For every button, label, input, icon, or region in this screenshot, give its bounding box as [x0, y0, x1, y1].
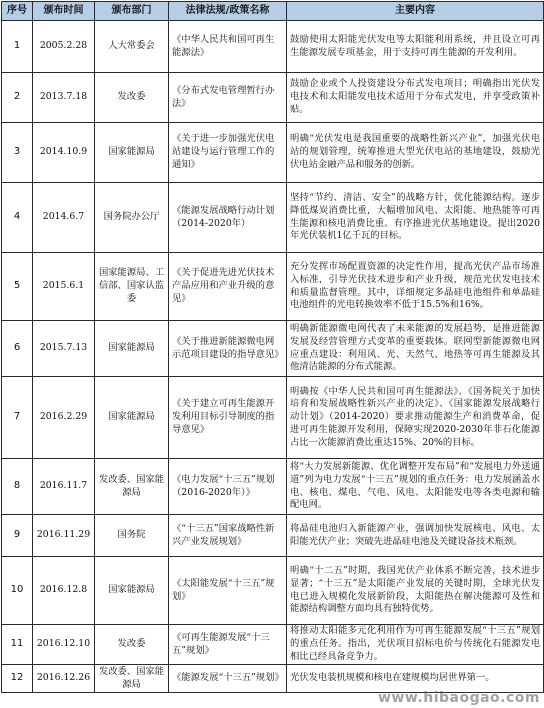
cell-dept: 国家能源局 [95, 557, 169, 625]
header-dept: 颁布部门 [95, 2, 169, 21]
cell-content: 鼓励企业或个人投资建设分布式发电项目；明确指出光伏发电技术和太阳能发电技术适用于分布式发电，并享受政策补贴。 [287, 73, 544, 123]
cell-name: 《中华人民共和国可再生能源法》 [169, 21, 287, 73]
cell-name: 《关于促进先进光伏技术产品应用和产业升级的意见》 [169, 253, 287, 321]
cell-no: 3 [2, 123, 33, 183]
header-no: 序号 [2, 2, 33, 21]
cell-content: 将“大力发展新能源、优化调整开发布局”和“发展电力外送通道”列为电力发展“十三五”规划的重点任务：电力发展涵盖水电、核电、煤电、气电、风电、太阳能发电等各类电源和输配电网。 [287, 459, 544, 515]
cell-content: 明确“十二五”时期，我国光伏产业体系不断完善，技术进步显著；“十三五”是太阳能产业发展的关键时期，全球光伏发电已进入规模化发展新阶段，太阳能热在解决能源可及性和能源结构调整方面均具有独特优势。 [287, 557, 544, 625]
table-row [2, 183, 544, 253]
cell-date: 2016.11.7 [33, 459, 95, 515]
table-row [2, 321, 544, 377]
table-body [2, 21, 544, 693]
cell-dept: 国家能源局 [95, 123, 169, 183]
cell-name: 《可再生能源发展“十三五”规划》 [169, 625, 287, 665]
cell-dept: 发改委 [95, 625, 169, 665]
cell-no: 6 [2, 321, 33, 377]
cell-date: 2015.6.1 [33, 253, 95, 321]
cell-no: 12 [2, 665, 33, 693]
cell-content: 坚持“节约、清洁、安全”的战略方针，优化能源结构。逐步降低煤炭消费比重，大幅增加风电、太阳能、地热能等可再生能源和核电消费比重。有序推进光伏基地建设。提出2020年光伏装机1亿千瓦的目标。 [287, 183, 544, 253]
table-row [2, 21, 544, 73]
cell-no: 1 [2, 21, 33, 73]
cell-dept: 国家能源局 [95, 377, 169, 459]
cell-date: 2014.10.9 [33, 123, 95, 183]
cell-date: 2016.2.29 [33, 377, 95, 459]
cell-dept: 发改委、国家能源局 [95, 665, 169, 693]
cell-name: 《能源发展战略行动计划（2014-2020年） [169, 183, 287, 253]
cell-dept: 发改委、国家能源局 [95, 459, 169, 515]
cell-content: 光伏发电装机规模和核电在建规模均居世界第一。 [287, 665, 544, 693]
cell-content: 将晶硅电池归入新能源产业，强调加快发展核电、风电、太阳能光伏产业；突破先进晶硅电池及关键设备技术瓶颈。 [287, 515, 544, 557]
policy-table [1, 1, 544, 693]
cell-date: 2015.7.13 [33, 321, 95, 377]
cell-name: 《关于建立可再生能源开发利用目标引导制度的指导意见》 [169, 377, 287, 459]
cell-no: 2 [2, 73, 33, 123]
cell-date: 2013.7.18 [33, 73, 95, 123]
table-row [2, 515, 544, 557]
cell-date: 2016.12.26 [33, 665, 95, 693]
cell-no: 10 [2, 557, 33, 625]
cell-dept: 人大常委会 [95, 21, 169, 73]
cell-name: 《分布式发电管理暂行办法》 [169, 73, 287, 123]
cell-date: 2016.12.8 [33, 557, 95, 625]
cell-name: 《“十三五”国家战略性新兴产业发展规划》 [169, 515, 287, 557]
cell-no: 7 [2, 377, 33, 459]
cell-date: 2005.2.28 [33, 21, 95, 73]
table-row [2, 73, 544, 123]
cell-dept: 国家能源局 [95, 321, 169, 377]
cell-name: 《能源发展“十三五”规划》 [169, 665, 287, 693]
cell-no: 8 [2, 459, 33, 515]
table-row [2, 377, 544, 459]
cell-dept: 发改委 [95, 73, 169, 123]
site-watermark: www.hibaogao.com [378, 690, 540, 706]
cell-no: 4 [2, 183, 33, 253]
cell-dept: 国家能源局、工信部、国家认监委 [95, 253, 169, 321]
table-row [2, 557, 544, 625]
cell-name: 《太阳能发展“十三五”规划》 [169, 557, 287, 625]
cell-no: 11 [2, 625, 33, 665]
cell-name: 《电力发展“十三五”规划（2016-2020年）》 [169, 459, 287, 515]
header-date: 颁布时间 [33, 2, 95, 21]
cell-content: 将推动太阳能多元化利用作为可再生能源发展“十三五”规划的重点任务。指出，光伏项目招标电价与传统化石能源发电相比已经具备竞争力。 [287, 625, 544, 665]
table-row [2, 253, 544, 321]
table-header [2, 2, 544, 21]
header-content: 主要内容 [287, 2, 544, 21]
cell-date: 2016.12.10 [33, 625, 95, 665]
table-row [2, 625, 544, 665]
cell-date: 2014.6.7 [33, 183, 95, 253]
cell-date: 2016.11.29 [33, 515, 95, 557]
cell-dept: 国务院办公厅 [95, 183, 169, 253]
cell-content: 充分发挥市场配置资源的决定性作用，提高光伏产品市场准入标准，引导光伏技术进步和产业升级，规范光伏发电技术和质量监督管理。其中，详细规定多晶硅电池组件和单晶硅电池组件的光电转换效率不低于15.5%和16%。 [287, 253, 544, 321]
header-name: 法律法规/政策名称 [169, 2, 287, 21]
cell-content: 明确按《中华人民共和国可再生能源法》、《国务院关于加快培育和发展战略性新兴产业的决定》、《国家能源发展战略行动计划》（2014-2020）要求推动能源生产和消费革命，促进可再生能源开发利用，保障实现2020-2030年非石化能源占比一次能源消费比重达15%、20%的目标。 [287, 377, 544, 459]
table-row [2, 665, 544, 693]
cell-dept: 国务院 [95, 515, 169, 557]
cell-name: 《关于进一步加强光伏电站建设与运行管理工作的通知》 [169, 123, 287, 183]
table-row [2, 123, 544, 183]
cell-no: 5 [2, 253, 33, 321]
cell-content: 明确“光伏发电是我国重要的战略性新兴产业”，加强光伏电站的规划管理，统筹推进大型光伏电站的基地建设，鼓励光伏电站金融产品和服务的创新。 [287, 123, 544, 183]
cell-content: 明确新能源微电网代表了未来能源的发展趋势，是推进能源发展及经营管理方式变革的重要载体。联网型新能源微电网应重点建设：利用风、光、天然气、地热等可再生能源及其他清洁能源的分布式能源。 [287, 321, 544, 377]
table-row [2, 459, 544, 515]
cell-content: 鼓励使用太阳能光伏发电等太阳能利用系统，并且设立可再生能源发展专项基金，用于支持可再生能源的开发利用。 [287, 21, 544, 73]
cell-no: 9 [2, 515, 33, 557]
cell-name: 《关于推进新能源微电网示范项目建设的指导意见》 [169, 321, 287, 377]
header-row [2, 2, 544, 21]
